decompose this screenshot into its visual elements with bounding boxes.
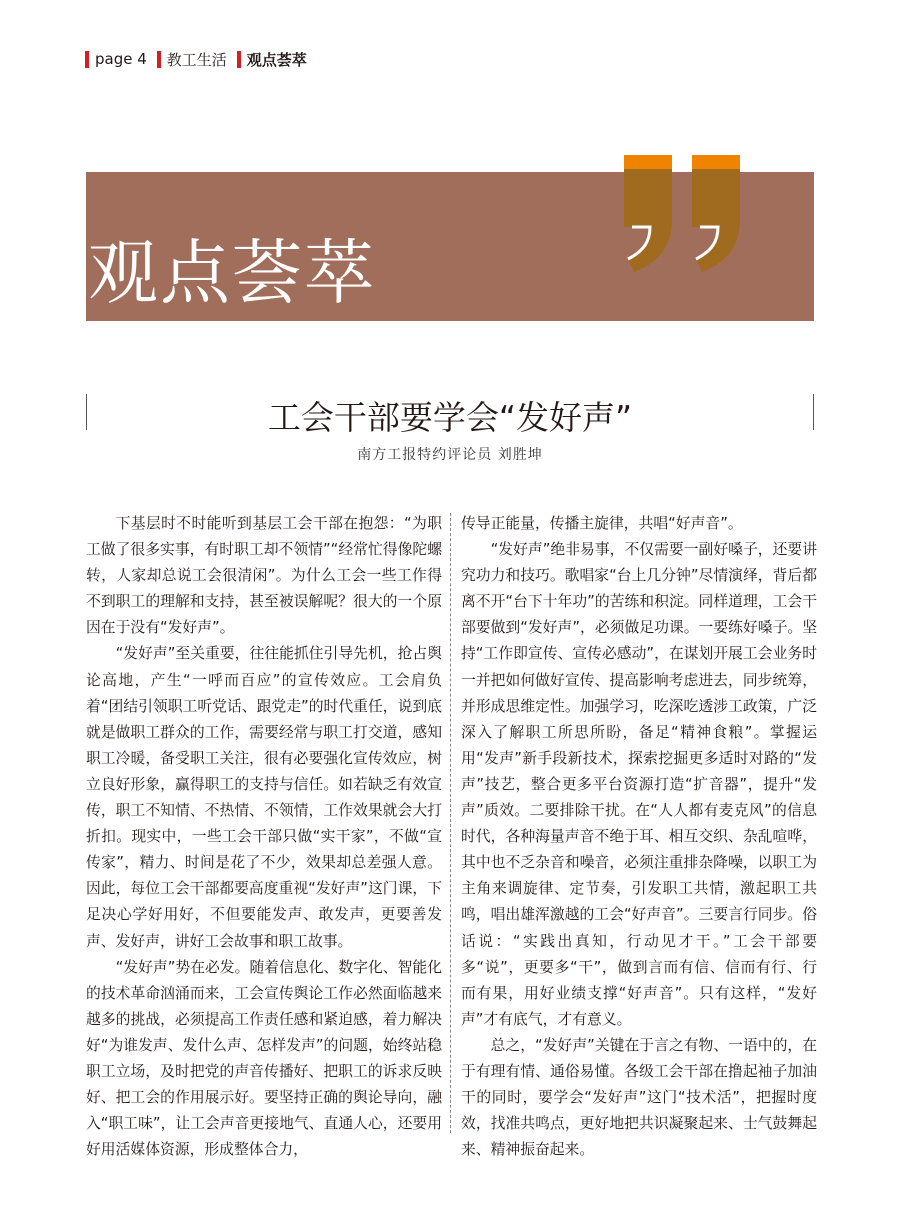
- header-red-bar: [85, 51, 89, 68]
- header-page: [85, 50, 147, 68]
- header-section: [157, 49, 227, 70]
- header-page-label: page 4: [95, 50, 147, 68]
- paragraph: “发好声”至关重要，往往能抓住引导先机，抢占舆论高地，产生“一呼而百应”的宣传效应。工会肩负着“团结引领职工听党话、跟党走”的时代重任，说到底就是做职工群众的工作，需要经常与职工打交道，感知职工冷暖，备受职工关注，很有必要强化宣传效应，树立良好形象，赢得职工的支持与信任。如若缺乏有效宣传，职工不知情、不热情、不领情，工作效果就会大打折扣。现实中，一些工会干部只做“实干家”，不做“宣传家”，精力、时间是花了不少，效果却总差强人意。因此，每位工会干部都要高度重视“发好声”这门课，下足决心学好用好，不但要能发声、敢发声，更要善发声、发好声，讲好工会故事和职工故事。: [86, 645, 442, 950]
- article-byline: 南方工报特约评论员 刘胜坤: [357, 447, 543, 463]
- column-divider: [450, 513, 451, 1133]
- header-column-label: 观点荟萃: [246, 50, 307, 69]
- article-title-block: [86, 392, 814, 437]
- page-header: [85, 48, 317, 70]
- banner-title: 观点荟萃: [88, 232, 376, 314]
- paragraph: 总之，“发好声”关键在于言之有物、一语中的，在于有理有情、通俗易懂。各级工会干部在撸起袖子加油干的同时，要学会“发好声”这门“技术活”，把握时度效，找准共鸣点，更好地把共识凝聚起来、士气鼓舞起来、精神振奋起来。: [461, 1036, 817, 1159]
- article-title: 工会干部要学会“发好声”: [267, 398, 633, 437]
- article-left-column: [86, 511, 442, 1163]
- paragraph: 下基层时不时能听到基层工会干部在抱怨：“为职工做了很多实事，有时职工却不领情”“经常忙得像陀螺转，人家却总说工会很清闲”。为什么工会一些工作得不到职工的理解和支持，甚至被误解呢？很大的一个原因在于没有“发好声”。: [86, 515, 442, 637]
- header-section-label: 教工生活: [166, 50, 227, 69]
- closing-quote-icon: [620, 155, 746, 272]
- paragraph-continuation: 传导正能量，传播主旋律，共唱“好声音”。: [461, 515, 743, 532]
- title-right-rule: [813, 394, 814, 430]
- header-column: [237, 49, 307, 70]
- header-red-bar: [237, 51, 241, 68]
- header-red-bar: [157, 51, 161, 68]
- article-right-column: [461, 511, 817, 1163]
- paragraph: “发好声”绝非易事，不仅需要一副好嗓子，还要讲究功力和技巧。歌唱家“台上几分钟”尽情演绎，背后都离不开“台下十年功”的苦练和积淀。同样道理，工会干部要做到“发好声”，必须做足功课。一要练好嗓子。坚持“工作即宣传、宣传必感动”，在谋划开展工会业务时一并把如何做好宣传、提高影响考虑进去，同步统筹，并形成思维定性。加强学习，吃深吃透涉工政策，广泛深入了解职工所思所盼，备足“精神食粮”。掌握运用“发声”新手段新技术，探索挖掘更多适时对路的“发声”技艺，整合更多平台资源打造“扩音器”，提升“发声”质效。二要排除干扰。在“人人都有麦克风”的信息时代，各种海量声音不绝于耳、相互交织、杂乱喧哗，其中也不乏杂音和噪音，必须注重排杂降噪，以职工为主角来调旋律、定节奏，引发职工共情，激起职工共鸣，唱出雄浑激越的工会“好声音”。三要言行同步。俗话说：“实践出真知，行动见才干。”工会干部要多“说”，更要多“干”，做到言而有信、信而有行、行而有果，用好业绩支撑“好声音”。只有这样，“发好声”才有底气，才有意义。: [461, 541, 817, 1028]
- paragraph: “发好声”势在必发。随着信息化、数字化、智能化的技术革命汹涌而来，工会宣传舆论工作必然面临越来越多的挑战，必须提高工作责任感和紧迫感，着力解决好“为谁发声、发什么声、怎样发声”的问题，始终站稳职工立场，及时把党的声音传播好、把职工的诉求反映好、把工会的作用展示好。要坚持正确的舆论导向，融入“职工味”，让工会声音更接地气、直通人心，还要用好用活媒体资源，形成整体合力，: [86, 958, 442, 1159]
